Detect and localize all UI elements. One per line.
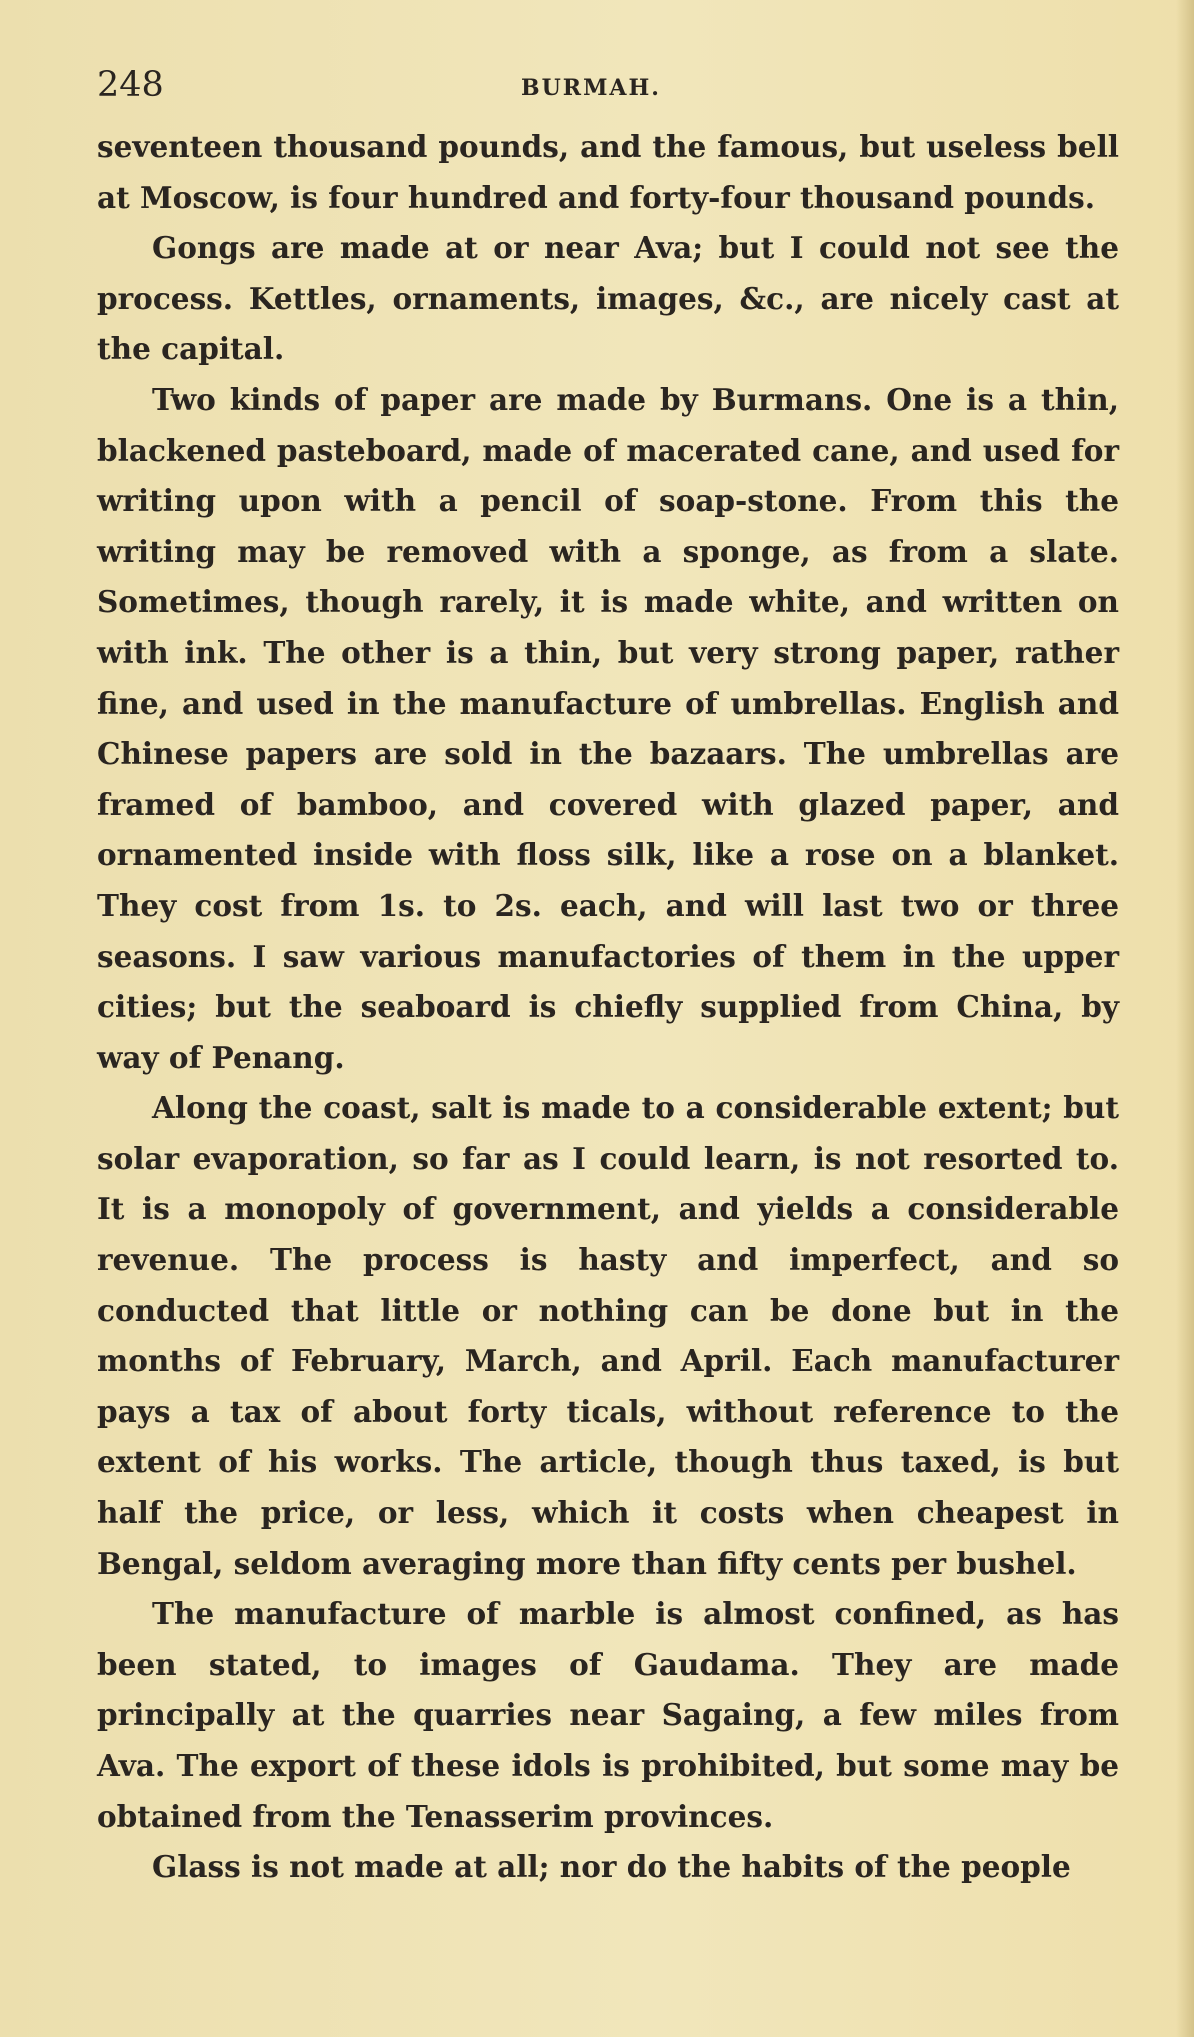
page-edge-shadow	[1176, 0, 1194, 2037]
body-text	[97, 122, 1119, 1893]
paragraph-paper: Two kinds of paper are made by Burmans. One is a thin, blackened pasteboard, made of macerated cane, and used for writing upon with a pencil of soap-stone. From this the writing may be removed with a sponge, as from a slate. Sometimes, though rarely, it is made white, and written on with ink. The other is a thin, but very strong paper, rather fine, and used in the manufacture of umbrellas. English and Chinese papers are sold in the bazaars. The umbrellas are framed of bamboo, and covered with glazed paper, and ornamented inside with floss silk, like a rose on a blanket. They cost from 1s. to 2s. each, and will last two or three seasons. I saw various manufactories of them in the upper cities; but the seaboard is chiefly supplied from China, by way of Penang.	[97, 381, 1119, 1075]
paragraph-salt: Along the coast, salt is made to a considerable extent; but solar evaporation, so far as I could learn, is not resorted to. It is a monopoly of government, and yields a considerable revenue. The process is hasty and imperfect, and so conducted that little or nothing can be done but in the months of February, March, and April. Each manufacturer pays a tax of about forty ticals, without reference to the extent of his works. The article, though thus taxed, is but half the price, or less, which it costs when cheapest in Bengal, seldom averaging more than fifty cents per bushel.	[97, 1090, 1119, 1581]
running-title: BURMAH.	[521, 75, 661, 101]
paragraph-glass: Glass is not made at all; nor do the habits of the people	[152, 1849, 1071, 1885]
paragraph-marble: The manufacture of marble is almost confined, as has been stated, to images of Gaudama. They are made principally at the quarries near Sagaing, a few miles from Ava. The export of these idols is prohibited, but some may be obtained from the Tenasserim provinces.	[97, 1596, 1119, 1834]
page-number: 248	[97, 65, 164, 105]
running-head	[97, 60, 1119, 110]
paragraph-gongs: Gongs are made at or near Ava; but I could not see the process. Kettles, ornaments, images, &c., are nicely cast at the capital.	[97, 230, 1119, 367]
paragraph-continued: seventeen thousand pounds, and the famous, but useless bell at Moscow, is four hundred and forty-four thousand pounds.	[97, 129, 1119, 215]
